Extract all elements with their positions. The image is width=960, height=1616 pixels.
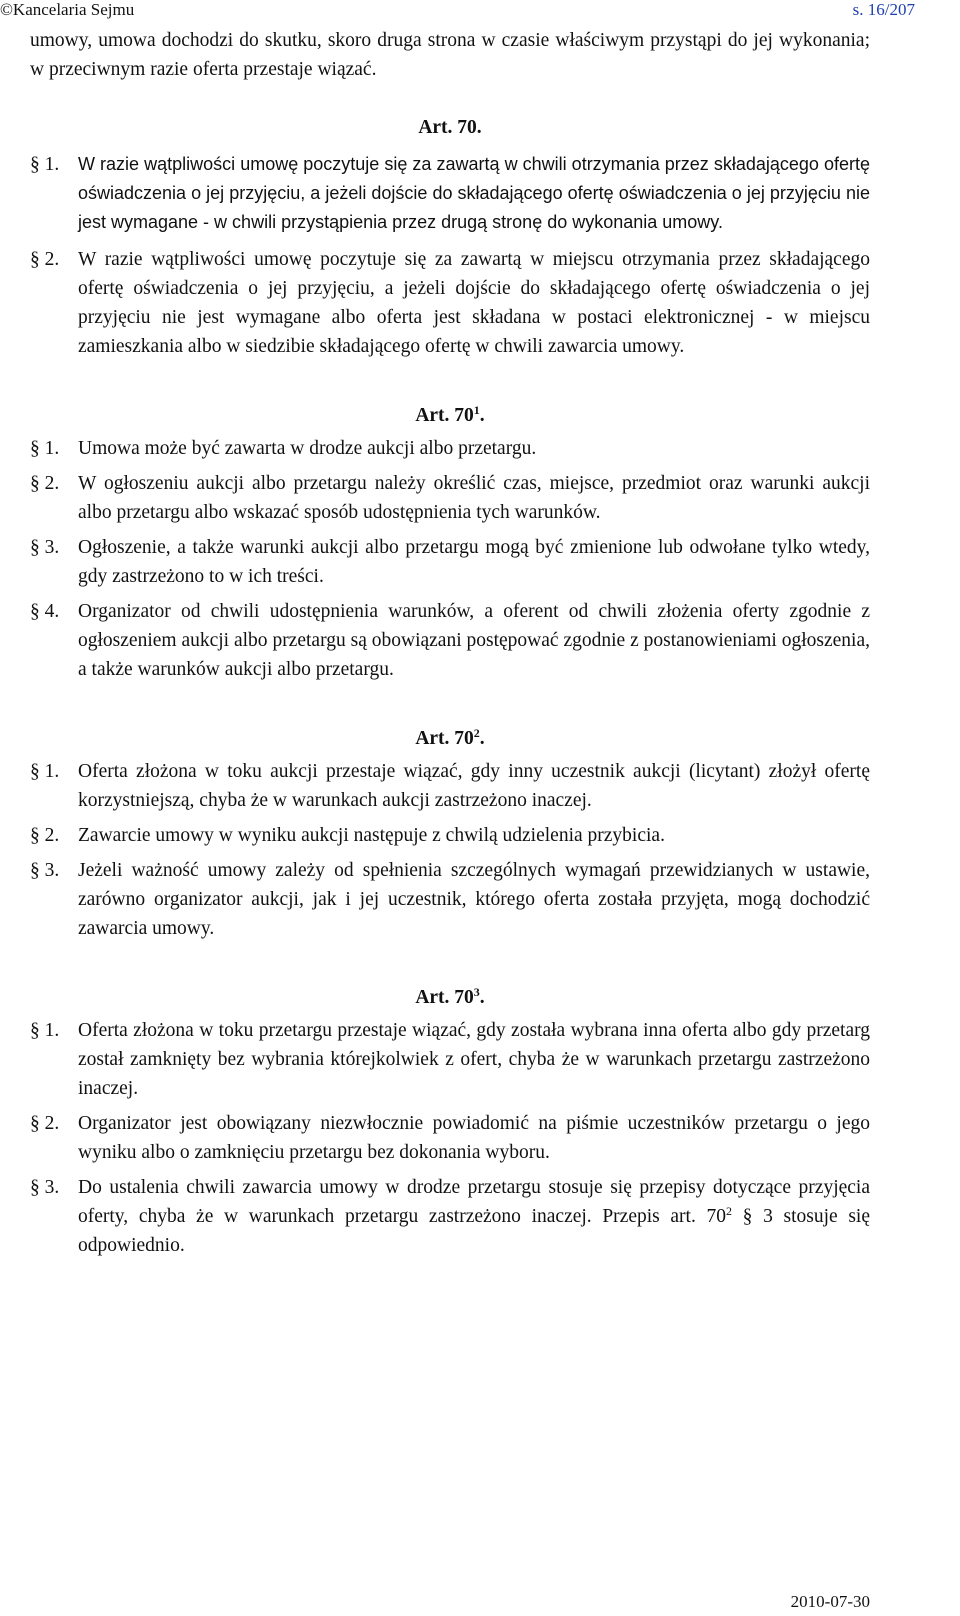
paragraph xyxy=(30,469,870,527)
paragraph-number: § 2. xyxy=(30,825,60,846)
paragraph-text: Do ustalenia chwili zawarcia umowy w drodze przetargu stosuje się przepisy dotyczące przyjęcia oferty, chyba że w warunkach przetargu zastrzeżono inaczej. Przepis art. $70^2$ § 3 stosuje się odpowiednio. xyxy=(78,1177,870,1256)
paragraph-number: § 1. xyxy=(30,154,60,175)
paragraph-number: § 2. xyxy=(30,1113,60,1134)
paragraph-number: § 1. xyxy=(30,1020,60,1041)
paragraph-number: § 3. xyxy=(30,860,60,881)
paragraph-text: Organizator jest obowiązany niezwłocznie powiadomić na piśmie uczestników przetargu o jego wyniku albo o zamknięciu przetargu bez dokonania wyboru. xyxy=(78,1113,870,1163)
paragraph-number: § 1. xyxy=(30,438,60,459)
paragraph-number: § 1. xyxy=(30,761,60,782)
footer-date: 2010-07-30 xyxy=(790,1592,870,1611)
paragraph-number: § 2. xyxy=(30,473,60,494)
article-title: Art. $70^2$. xyxy=(415,726,485,749)
paragraph-text: Jeżeli ważność umowy zależy od spełnienia szczególnych wymagań przewidzianych w ustawie, zarówno organizator aukcji, jak i jej uczestnik, którego oferta została przyjęta, mogą dochodzić zawarcia umowy. xyxy=(78,860,870,939)
paragraph xyxy=(30,150,870,237)
paragraph-text: Oferta złożona w toku aukcji przestaje wiązać, gdy inny uczestnik aukcji (licytant) złożył ofertę korzystniejszą, chyba że w warunkach aukcji zastrzeżono inaczej. xyxy=(78,761,870,811)
paragraph xyxy=(30,533,870,591)
paragraph xyxy=(30,856,870,943)
paragraph-text: Organizator od chwili udostępnienia warunków, a oferent od chwili złożenia oferty zgodnie z ogłoszeniem aukcji albo przetargu są obowiązani postępować zgodnie z postanowieniami ogłoszenia, a także warunków aukcji albo przetargu. xyxy=(78,601,870,680)
paragraph-text: Oferta złożona w toku przetargu przestaje wiązać, gdy została wybrana inna oferta albo gdy przetarg został zamknięty bez wybrania którejkolwiek z ofert, chyba że w warunkach przetargu zastrzeżono inaczej. xyxy=(78,1020,870,1099)
paragraph xyxy=(30,597,870,684)
paragraph-text: W razie wątpliwości umowę poczytuje się za zawartą w miejscu otrzymania przez składającego ofertę oświadczenia o jej przyjęciu, a jeżeli dojście do składającego ofertę oświadczenia o jej przyjęciu nie jest wymagane albo oferta jest składana w postaci elektronicznej - w miejscu zamieszkania albo w siedzibie składającego ofertę w chwili zawarcia umowy. xyxy=(78,249,870,357)
paragraph-number: § 3. xyxy=(30,1177,60,1198)
paragraph xyxy=(30,245,870,361)
paragraph-number: § 4. xyxy=(30,601,60,622)
paragraph xyxy=(30,1109,870,1167)
paragraph-number: § 3. xyxy=(30,537,60,558)
intro-continuation: umowy, umowa dochodzi do skutku, skoro druga strona w czasie właściwym przystąpi do jej wykonania; w przeciwnym razie oferta przestaje wiązać. xyxy=(30,30,870,80)
paragraph-number: § 2. xyxy=(30,249,60,270)
article-title: Art. $70^3$. xyxy=(415,985,485,1008)
document-body xyxy=(30,26,870,1260)
paragraph xyxy=(30,1173,870,1260)
article-title: Art. $70^1$. xyxy=(415,403,485,426)
paragraph-text: W razie wątpliwości umowę poczytuje się za zawartą w chwili otrzymania przez składającego ofertę oświadczenia o jej przyjęciu, a jeżeli dojście do składającego ofertę oświadczenia o jej przyjęciu nie jest wymagane - w chwili przystąpienia przez drugą stronę do wykonania umowy. xyxy=(78,154,870,232)
paragraph-text: Ogłoszenie, a także warunki aukcji albo przetargu mogą być zmienione lub odwołane tylko wtedy, gdy zastrzeżono to w ich treści. xyxy=(78,537,870,587)
article-title: Art. 70. xyxy=(418,117,482,138)
paragraph-text: Umowa może być zawarta w drodze aukcji albo przetargu. xyxy=(78,438,537,459)
paragraph-text: Zawarcie umowy w wyniku aukcji następuje z chwilą udzielenia przybicia. xyxy=(78,825,665,846)
paragraph xyxy=(30,434,870,463)
paragraph xyxy=(30,757,870,815)
page-number: s. 16/207 xyxy=(852,0,915,19)
paragraph xyxy=(30,1016,870,1103)
paragraph xyxy=(30,821,870,850)
header-left: ©Kancelaria Sejmu xyxy=(0,0,135,19)
paragraph-text: W ogłoszeniu aukcji albo przetargu należy określić czas, miejsce, przedmiot oraz warunki aukcji albo przetargu albo wskazać sposób udostępnienia tych warunków. xyxy=(78,473,870,523)
